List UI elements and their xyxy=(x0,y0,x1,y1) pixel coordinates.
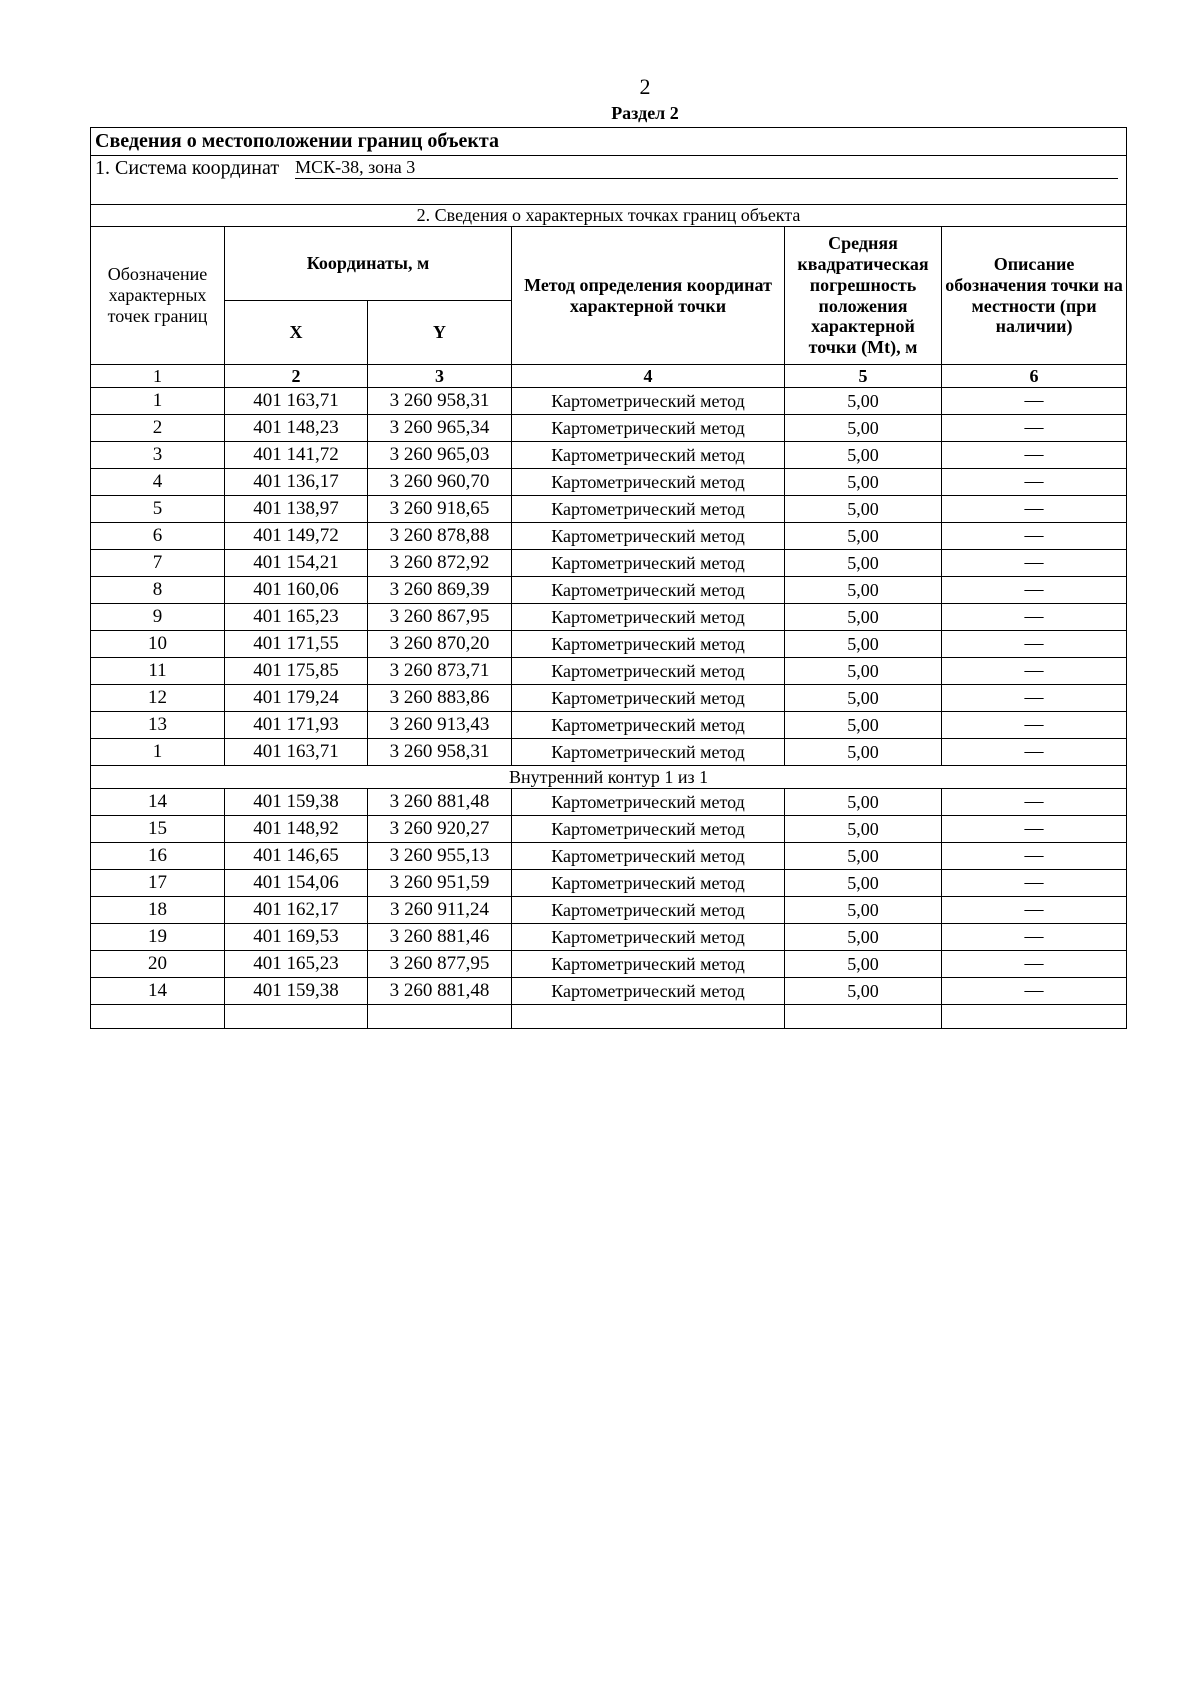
column-number: 6 xyxy=(942,365,1127,388)
header-coordinates: Координаты, м xyxy=(225,227,512,301)
error-cell: 5,00 xyxy=(785,442,942,469)
points-title-row xyxy=(91,205,1127,227)
method-cell: Картометрический метод xyxy=(512,712,785,739)
x-coordinate-cell: 401 175,85 xyxy=(225,658,368,685)
y-coordinate-cell: 3 260 881,46 xyxy=(368,924,512,951)
error-cell: 5,00 xyxy=(785,739,942,766)
point-number-cell: 18 xyxy=(91,897,225,924)
error-cell: 5,00 xyxy=(785,469,942,496)
method-cell: Картометрический метод xyxy=(512,388,785,415)
method-cell: Картометрический метод xyxy=(512,469,785,496)
x-coordinate-cell: 401 148,23 xyxy=(225,415,368,442)
table-row xyxy=(91,951,1127,978)
page-number: 2 xyxy=(639,74,651,99)
table-title-row xyxy=(91,128,1127,156)
description-cell: — xyxy=(942,550,1127,577)
y-coordinate-cell: 3 260 881,48 xyxy=(368,978,512,1005)
description-cell: — xyxy=(942,658,1127,685)
description-cell: — xyxy=(942,631,1127,658)
table-row xyxy=(91,523,1127,550)
method-cell: Картометрический метод xyxy=(512,951,785,978)
coord-system-label: 1. Система координат xyxy=(95,157,280,179)
point-number-cell: 1 xyxy=(91,388,225,415)
y-coordinate-cell: 3 260 958,31 xyxy=(368,739,512,766)
error-cell: 5,00 xyxy=(785,577,942,604)
point-number-cell: 5 xyxy=(91,496,225,523)
point-number-cell: 1 xyxy=(91,739,225,766)
header-designation: Обозначение характерных точек границ xyxy=(91,227,225,365)
point-number-cell: 20 xyxy=(91,951,225,978)
table-row xyxy=(91,604,1127,631)
x-coordinate-cell: 401 171,93 xyxy=(225,712,368,739)
point-number-cell: 2 xyxy=(91,415,225,442)
table-row xyxy=(91,739,1127,766)
description-cell: — xyxy=(942,577,1127,604)
description-cell: — xyxy=(942,712,1127,739)
y-coordinate-cell: 3 260 960,70 xyxy=(368,469,512,496)
description-cell: — xyxy=(942,789,1127,816)
point-number-cell: 16 xyxy=(91,843,225,870)
description-cell: — xyxy=(942,924,1127,951)
point-number-cell: 14 xyxy=(91,978,225,1005)
y-coordinate-cell: 3 260 913,43 xyxy=(368,712,512,739)
description-cell: — xyxy=(942,978,1127,1005)
method-cell: Картометрический метод xyxy=(512,739,785,766)
method-cell: Картометрический метод xyxy=(512,631,785,658)
method-cell: Картометрический метод xyxy=(512,577,785,604)
description-cell: — xyxy=(942,870,1127,897)
point-number-cell: 15 xyxy=(91,816,225,843)
description-cell: — xyxy=(942,469,1127,496)
error-cell: 5,00 xyxy=(785,816,942,843)
table-row xyxy=(91,712,1127,739)
table-row xyxy=(91,978,1127,1005)
method-cell: Картометрический метод xyxy=(512,496,785,523)
header-row-1 xyxy=(91,227,1127,301)
error-cell: 5,00 xyxy=(785,924,942,951)
point-number-cell: 4 xyxy=(91,469,225,496)
method-cell: Картометрический метод xyxy=(512,523,785,550)
table-row xyxy=(91,870,1127,897)
column-number: 3 xyxy=(368,365,512,388)
method-cell: Картометрический метод xyxy=(512,550,785,577)
error-cell: 5,00 xyxy=(785,550,942,577)
method-cell: Картометрический метод xyxy=(512,870,785,897)
coord-system-cell xyxy=(91,156,1127,205)
boundary-points-table xyxy=(90,127,1127,1029)
error-cell: 5,00 xyxy=(785,388,942,415)
table-row xyxy=(91,550,1127,577)
table-row xyxy=(91,442,1127,469)
y-coordinate-cell: 3 260 911,24 xyxy=(368,897,512,924)
method-cell: Картометрический метод xyxy=(512,843,785,870)
table-row xyxy=(91,789,1127,816)
coord-system-value: МСК-38, зона 3 xyxy=(295,158,1118,179)
column-number: 4 xyxy=(512,365,785,388)
y-coordinate-cell: 3 260 869,39 xyxy=(368,577,512,604)
y-coordinate-cell: 3 260 877,95 xyxy=(368,951,512,978)
header-description: Описание обозначения точки на местности (при наличии) xyxy=(942,227,1127,365)
description-cell: — xyxy=(942,843,1127,870)
point-number-cell: 3 xyxy=(91,442,225,469)
table-title: Сведения о местоположении границ объекта xyxy=(91,128,1127,156)
x-coordinate-cell: 401 171,55 xyxy=(225,631,368,658)
error-cell: 5,00 xyxy=(785,870,942,897)
method-cell: Картометрический метод xyxy=(512,658,785,685)
table-row xyxy=(91,685,1127,712)
description-cell: — xyxy=(942,685,1127,712)
error-cell: 5,00 xyxy=(785,978,942,1005)
x-coordinate-cell: 401 179,24 xyxy=(225,685,368,712)
x-coordinate-cell: 401 160,06 xyxy=(225,577,368,604)
table-row xyxy=(91,631,1127,658)
points-title: 2. Сведения о характерных точках границ объекта xyxy=(91,205,1127,227)
y-coordinate-cell: 3 260 870,20 xyxy=(368,631,512,658)
table-row xyxy=(91,469,1127,496)
description-cell: — xyxy=(942,739,1127,766)
table-row xyxy=(91,897,1127,924)
point-number-cell: 11 xyxy=(91,658,225,685)
y-coordinate-cell: 3 260 955,13 xyxy=(368,843,512,870)
description-cell: — xyxy=(942,415,1127,442)
error-cell: 5,00 xyxy=(785,658,942,685)
table-row xyxy=(91,415,1127,442)
section-title: Раздел 2 xyxy=(611,103,679,123)
y-coordinate-cell: 3 260 872,92 xyxy=(368,550,512,577)
column-number: 5 xyxy=(785,365,942,388)
error-cell: 5,00 xyxy=(785,523,942,550)
x-coordinate-cell: 401 162,17 xyxy=(225,897,368,924)
error-cell: 5,00 xyxy=(785,789,942,816)
error-cell: 5,00 xyxy=(785,897,942,924)
table-row xyxy=(91,388,1127,415)
point-number-cell: 19 xyxy=(91,924,225,951)
point-number-cell: 10 xyxy=(91,631,225,658)
error-cell: 5,00 xyxy=(785,604,942,631)
x-coordinate-cell: 401 148,92 xyxy=(225,816,368,843)
empty-row xyxy=(91,1005,1127,1029)
column-number: 2 xyxy=(225,365,368,388)
point-number-cell: 6 xyxy=(91,523,225,550)
error-cell: 5,00 xyxy=(785,496,942,523)
point-number-cell: 13 xyxy=(91,712,225,739)
header-y: Y xyxy=(368,301,512,365)
description-cell: — xyxy=(942,523,1127,550)
x-coordinate-cell: 401 165,23 xyxy=(225,604,368,631)
x-coordinate-cell: 401 154,21 xyxy=(225,550,368,577)
y-coordinate-cell: 3 260 920,27 xyxy=(368,816,512,843)
method-cell: Картометрический метод xyxy=(512,897,785,924)
y-coordinate-cell: 3 260 878,88 xyxy=(368,523,512,550)
error-cell: 5,00 xyxy=(785,951,942,978)
y-coordinate-cell: 3 260 965,34 xyxy=(368,415,512,442)
error-cell: 5,00 xyxy=(785,843,942,870)
x-coordinate-cell: 401 163,71 xyxy=(225,388,368,415)
x-coordinate-cell: 401 159,38 xyxy=(225,789,368,816)
method-cell: Картометрический метод xyxy=(512,789,785,816)
point-number-cell: 7 xyxy=(91,550,225,577)
x-coordinate-cell: 401 169,53 xyxy=(225,924,368,951)
x-coordinate-cell: 401 149,72 xyxy=(225,523,368,550)
column-numbers-row xyxy=(91,365,1127,388)
y-coordinate-cell: 3 260 965,03 xyxy=(368,442,512,469)
table-row xyxy=(91,577,1127,604)
table-row xyxy=(91,843,1127,870)
error-cell: 5,00 xyxy=(785,415,942,442)
x-coordinate-cell: 401 159,38 xyxy=(225,978,368,1005)
header-method: Метод определения координат характерной точки xyxy=(512,227,785,365)
method-cell: Картометрический метод xyxy=(512,978,785,1005)
column-number: 1 xyxy=(91,365,225,388)
coord-system-row xyxy=(91,156,1127,205)
y-coordinate-cell: 3 260 883,86 xyxy=(368,685,512,712)
description-cell: — xyxy=(942,442,1127,469)
y-coordinate-cell: 3 260 881,48 xyxy=(368,789,512,816)
description-cell: — xyxy=(942,604,1127,631)
point-number-cell: 8 xyxy=(91,577,225,604)
y-coordinate-cell: 3 260 873,71 xyxy=(368,658,512,685)
description-cell: — xyxy=(942,897,1127,924)
method-cell: Картометрический метод xyxy=(512,415,785,442)
y-coordinate-cell: 3 260 951,59 xyxy=(368,870,512,897)
table-row xyxy=(91,924,1127,951)
table-row xyxy=(91,658,1127,685)
y-coordinate-cell: 3 260 867,95 xyxy=(368,604,512,631)
header-error: Средняя квадратическая погрешность положения характерной точки (Mt), м xyxy=(785,227,942,365)
method-cell: Картометрический метод xyxy=(512,924,785,951)
point-number-cell: 12 xyxy=(91,685,225,712)
y-coordinate-cell: 3 260 958,31 xyxy=(368,388,512,415)
header-x: X xyxy=(225,301,368,365)
y-coordinate-cell: 3 260 918,65 xyxy=(368,496,512,523)
table-row xyxy=(91,496,1127,523)
description-cell: — xyxy=(942,496,1127,523)
error-cell: 5,00 xyxy=(785,685,942,712)
error-cell: 5,00 xyxy=(785,712,942,739)
error-cell: 5,00 xyxy=(785,631,942,658)
x-coordinate-cell: 401 163,71 xyxy=(225,739,368,766)
x-coordinate-cell: 401 141,72 xyxy=(225,442,368,469)
description-cell: — xyxy=(942,816,1127,843)
x-coordinate-cell: 401 146,65 xyxy=(225,843,368,870)
point-number-cell: 14 xyxy=(91,789,225,816)
inner-contour-row xyxy=(91,766,1127,789)
x-coordinate-cell: 401 154,06 xyxy=(225,870,368,897)
method-cell: Картометрический метод xyxy=(512,685,785,712)
method-cell: Картометрический метод xyxy=(512,604,785,631)
description-cell: — xyxy=(942,388,1127,415)
method-cell: Картометрический метод xyxy=(512,816,785,843)
point-number-cell: 17 xyxy=(91,870,225,897)
x-coordinate-cell: 401 165,23 xyxy=(225,951,368,978)
x-coordinate-cell: 401 138,97 xyxy=(225,496,368,523)
point-number-cell: 9 xyxy=(91,604,225,631)
method-cell: Картометрический метод xyxy=(512,442,785,469)
table-row xyxy=(91,816,1127,843)
inner-contour-label: Внутренний контур 1 из 1 xyxy=(91,766,1127,789)
description-cell: — xyxy=(942,951,1127,978)
x-coordinate-cell: 401 136,17 xyxy=(225,469,368,496)
